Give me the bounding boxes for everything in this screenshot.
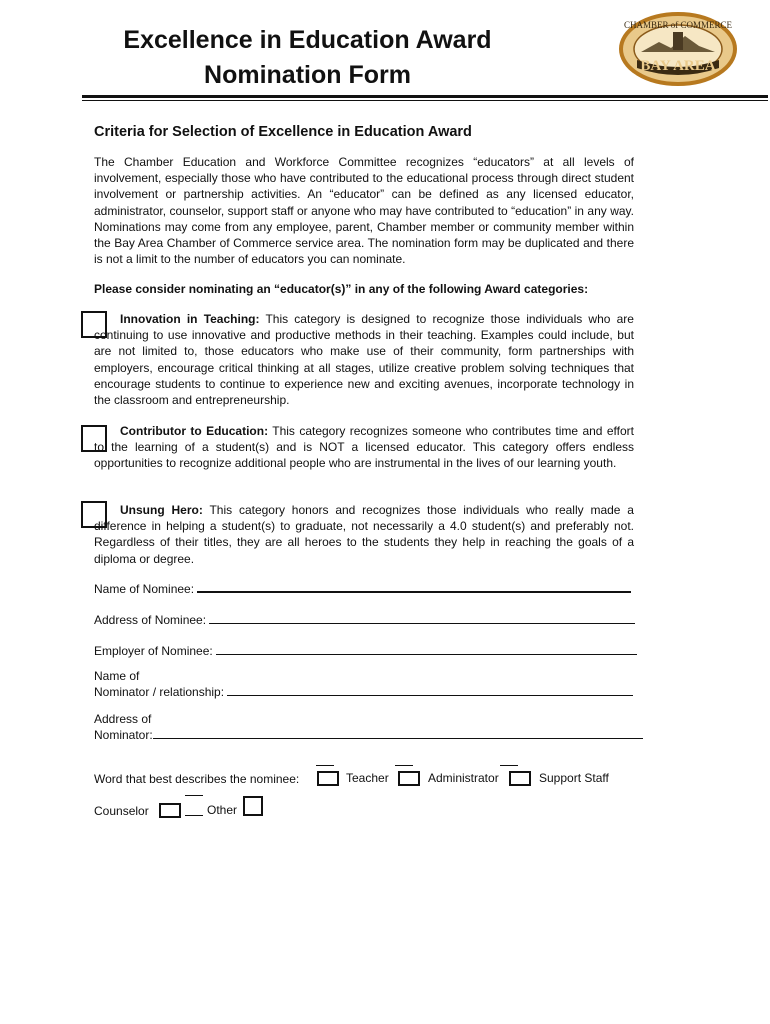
svg-text:BAY AREA: BAY AREA xyxy=(640,58,716,74)
describe-prompt: Word that best describes the nominee: xyxy=(94,772,300,786)
nominator-address-row xyxy=(94,711,643,743)
form-title-line-2: Nomination Form xyxy=(204,61,411,89)
header-rule-thin xyxy=(82,100,768,101)
nominator-name-row xyxy=(94,668,633,700)
chamber-of-commerce-seal-logo xyxy=(619,12,737,86)
nominee-address-label: Address of Nominee: xyxy=(94,613,207,627)
category-description: This category is designed to recognize those individuals who are continuing to use innovative and productive methods in their teaching. Examples could include, but are not limited to, those educators who make use of their community, form partnerships with employers, encourage critical thinking at all stages, utilize creative problem solving techniques that encourage students to continue to experience new and exciting avenues, incorporate technology in the classroom and entrepreneurship. xyxy=(94,312,634,408)
category-description: This category recognizes someone who contributes time and effort to the learning of a student(s) and is NOT a licensed educator. This category offers endless opportunities to recognize additional people who are instrumental in the lives of our learning youth. xyxy=(94,424,634,471)
category-innovation-in-teaching xyxy=(94,311,634,408)
option-stub-line xyxy=(395,765,413,766)
category-unsung-hero xyxy=(94,502,634,567)
support-staff-checkbox[interactable] xyxy=(509,771,531,786)
nominee-employer-label: Employer of Nominee: xyxy=(94,644,213,658)
counselor-option-label: Counselor xyxy=(94,804,149,818)
nominator-name-label-1: Name of xyxy=(94,669,140,683)
svg-text:CHAMBER of COMMERCE: CHAMBER of COMMERCE xyxy=(623,20,733,30)
nominator-address-label-1: Address of xyxy=(94,712,152,726)
categories-instruction: Please consider nominating an “educator(s)” in any of the following Award categories: xyxy=(94,282,589,296)
nominee-name-input[interactable] xyxy=(197,581,631,593)
category-description: This category honors and recognizes those individuals who really made a difference in helping a student(s) to graduate, not necessarily a 4.0 student(s) and preferably not. Regardless of their titles, they are all heroes to the students they help in reaching the goals of a diploma or degree. xyxy=(94,503,634,566)
criteria-heading: Criteria for Selection of Excellence in Education Award xyxy=(94,124,472,140)
nominee-address-input[interactable] xyxy=(209,612,635,624)
teacher-checkbox[interactable] xyxy=(317,771,339,786)
support-staff-option-label: Support Staff xyxy=(539,771,609,785)
nominator-name-label-2: Nominator / relationship: xyxy=(94,685,225,700)
other-option-label: Other xyxy=(207,803,238,817)
administrator-option-label: Administrator xyxy=(428,771,499,785)
category-name: Innovation in Teaching: xyxy=(120,312,260,326)
criteria-intro-paragraph: The Chamber Education and Workforce Committee recognizes “educators” at all levels of involvement, especially those who have contributed to the educational process through direct student involvement or partnership activities. An “educator” can be defined as any licensed educator, administrator, counselor, support staff or anyone who may have contributed to “education” in any way. Nominations may come from any employee, parent, Chamber member or community member within the Bay Area Chamber of Commerce service area. The nomination form may be duplicated and there is not a limit to the number of educators you can nominate. xyxy=(94,155,634,267)
category-name: Contributor to Education: xyxy=(120,424,269,438)
option-stub-line xyxy=(185,815,203,816)
nominee-name-label: Name of Nominee: xyxy=(94,582,195,596)
nominee-employer-row xyxy=(94,643,637,659)
nominator-relationship-input[interactable] xyxy=(227,684,633,696)
option-stub-line xyxy=(500,765,518,766)
administrator-checkbox[interactable] xyxy=(398,771,420,786)
nominee-employer-input[interactable] xyxy=(216,643,637,655)
nominator-address-input[interactable] xyxy=(153,727,643,739)
option-stub-line xyxy=(185,795,203,796)
form-title-line-1: Excellence in Education Award xyxy=(123,26,492,54)
category-contributor-to-education xyxy=(94,423,634,472)
teacher-option-label: Teacher xyxy=(346,771,389,785)
other-checkbox[interactable] xyxy=(243,796,263,816)
nominee-address-row xyxy=(94,612,635,628)
nominee-name-row xyxy=(94,581,631,597)
counselor-checkbox[interactable] xyxy=(159,803,181,818)
nominator-address-label-2: Nominator: xyxy=(94,728,153,743)
option-stub-line xyxy=(316,765,334,766)
category-name: Unsung Hero: xyxy=(120,503,203,517)
header-rule-thick xyxy=(82,95,768,98)
